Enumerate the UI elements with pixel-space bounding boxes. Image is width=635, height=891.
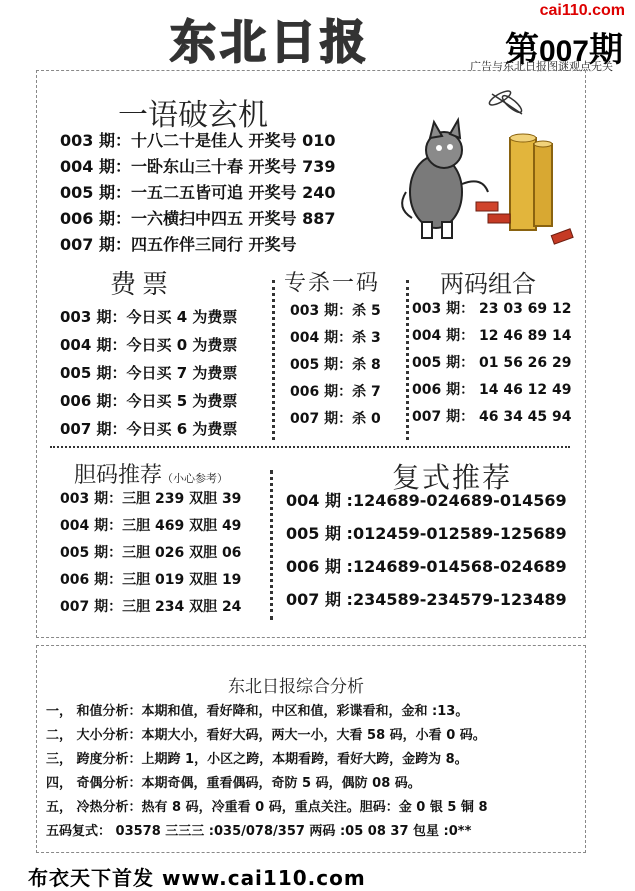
pairs-line: 003 期： 23 03 69 12 [412,301,572,317]
riddle-title: 一语破玄机 [118,98,268,133]
fee-line: 003 期：今日买 4 为费票 [60,308,238,326]
compound-list [286,488,567,620]
riddle-line: 006 期：一六横扫中四五 开奖号 887 [60,209,336,228]
issue-suffix: 期 [589,30,623,70]
pairs-list [412,298,572,433]
divider-horizontal-dots [50,446,570,448]
issue-prefix: 第 [504,30,539,70]
kill-line: 005 期：杀 8 [290,357,381,373]
kill-title: 专杀一码 [284,271,381,296]
analysis-line: 五码复式： 03578 三三三 :035/078/357 两码 :05 08 37 包星 :0** [46,824,472,839]
divider-dots [272,280,275,440]
dan-line: 005 期：三胆 026 双胆 06 [60,545,242,561]
riddle-line: 004 期：一卧东山三十春 开奖号 739 [60,157,336,176]
analysis-line: 三， 跨度分析：上期跨 1，小区之跨，本期看跨，看好大跨，金跨为 8。 [46,752,468,767]
riddle-line: 007 期：四五作伴三同行 开奖号 [60,235,297,254]
cat-cartoon-illustration [392,84,582,252]
compound-title: 复式推荐 [392,461,513,494]
fee-line: 005 期：今日买 7 为费票 [60,364,238,382]
compound-line: 004 期 :124689-024689-014569 [286,491,567,510]
dan-note: （小心参考） [162,472,229,485]
divider-dots [270,470,273,620]
riddle-list [60,128,336,258]
disclaimer: 广告与东北日报图谜观点无关 [470,60,613,73]
analysis-list [46,700,488,844]
kill-line: 004 期：杀 3 [290,330,381,346]
analysis-line: 四， 奇偶分析：本期奇偶，重看偶码，奇防 5 码，偶防 08 码。 [46,776,421,791]
riddle-line: 005 期：一五二五皆可追 开奖号 240 [60,183,336,202]
dan-line: 007 期：三胆 234 双胆 24 [60,599,242,615]
compound-line: 006 期 :124689-014568-024689 [286,557,567,576]
fee-title: 费票 [110,270,175,300]
fee-list [60,306,237,446]
kill-line: 003 期：杀 5 [290,303,381,319]
fee-line: 006 期：今日买 5 为费票 [60,392,238,410]
dan-title-text: 胆码推荐 [74,463,163,488]
dan-line: 004 期：三胆 469 双胆 49 [60,518,242,534]
footer-text: 布衣天下首发 www.cai110.com [28,866,366,890]
analysis-line: 二， 大小分析：本期大小，看好大码，两大一小，大看 58 码，小看 0 码。 [46,728,486,743]
issue-number: 007 [538,35,589,68]
pairs-line: 007 期： 46 34 45 94 [412,409,572,425]
compound-line: 005 期 :012459-012589-125689 [286,524,567,543]
pairs-line: 005 期： 01 56 26 29 [412,355,572,371]
analysis-line: 一， 和值分析：本期和值，看好降和，中区和值，彩谍看和，金和 :13。 [46,704,469,719]
kill-line: 006 期：杀 7 [290,384,381,400]
analysis-title: 东北日报综合分析 [228,677,364,697]
pairs-line: 004 期： 12 46 89 14 [412,328,572,344]
analysis-line: 五， 冷热分析：热有 8 码，冷重看 0 码，重点关注。胆码：金 0 银 5 铜 8 [46,800,488,815]
divider-dots [406,280,409,440]
site-name: cai110.com [539,2,625,19]
riddle-line: 003 期：十八二十是佳人 开奖号 010 [60,131,336,150]
kill-line: 007 期：杀 0 [290,411,381,427]
kill-list [290,300,381,435]
masthead-title: 东北日报 [170,15,370,69]
pairs-title: 两码组合 [440,270,536,298]
fee-line: 004 期：今日买 0 为费票 [60,336,238,354]
compound-line: 007 期 :234589-234579-123489 [286,590,567,609]
dan-line: 006 期：三胆 019 双胆 19 [60,572,242,588]
dan-list [60,488,241,623]
dan-title [74,458,228,489]
pairs-line: 006 期： 14 46 12 49 [412,382,572,398]
fee-line: 007 期：今日买 6 为费票 [60,420,238,438]
dan-line: 003 期：三胆 239 双胆 39 [60,491,242,507]
